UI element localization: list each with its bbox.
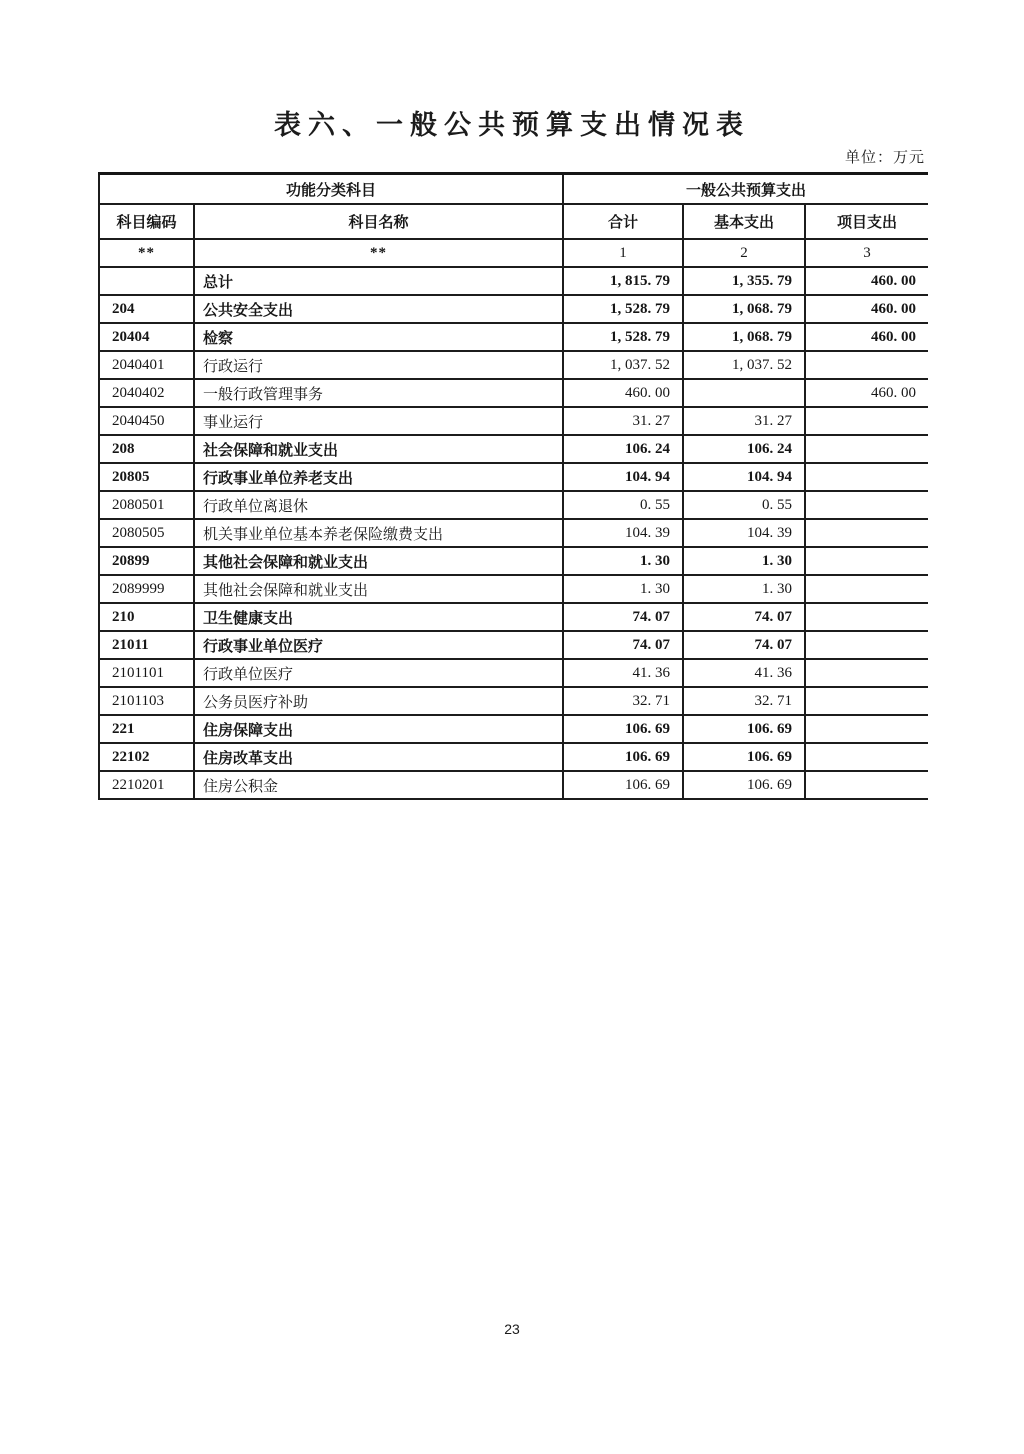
table-row [99,603,928,631]
header-columns-row [99,204,928,239]
total-cell: 460. 00 [563,379,683,407]
subject-code-cell: 2080505 [99,519,194,547]
subject-code-cell: 204 [99,295,194,323]
basic-expenditure-cell: 1, 037. 52 [683,351,805,379]
table-row [99,687,928,715]
subject-code-cell: 20805 [99,463,194,491]
project-expenditure-cell [805,603,928,631]
basic-expenditure-cell: 106. 69 [683,771,805,799]
total-cell: 41. 36 [563,659,683,687]
subrow-col-index-3: 3 [805,239,928,267]
total-cell: 0. 55 [563,491,683,519]
project-expenditure-cell [805,631,928,659]
subject-name-cell: 住房改革支出 [194,743,563,771]
subrow-name-placeholder: ** [194,239,563,267]
basic-expenditure-cell [683,379,805,407]
table-row [99,631,928,659]
total-cell: 104. 94 [563,463,683,491]
table-row [99,659,928,687]
total-cell: 106. 69 [563,743,683,771]
table-row [99,323,928,351]
basic-expenditure-cell: 32. 71 [683,687,805,715]
col-header-basic-expenditure: 基本支出 [683,204,805,239]
total-cell: 106. 69 [563,715,683,743]
table-row [99,407,928,435]
project-expenditure-cell: 460. 00 [805,267,928,295]
basic-expenditure-cell: 106. 24 [683,435,805,463]
subject-code-cell: 22102 [99,743,194,771]
basic-expenditure-cell: 1. 30 [683,575,805,603]
col-header-total: 合计 [563,204,683,239]
header-group-row [99,174,928,205]
total-cell: 1, 037. 52 [563,351,683,379]
subject-name-cell: 公共安全支出 [194,295,563,323]
subject-name-cell: 一般行政管理事务 [194,379,563,407]
basic-expenditure-cell: 1, 068. 79 [683,295,805,323]
basic-expenditure-cell: 106. 69 [683,715,805,743]
table-row [99,743,928,771]
subject-name-cell: 行政单位医疗 [194,659,563,687]
basic-expenditure-cell: 104. 94 [683,463,805,491]
total-cell: 106. 24 [563,435,683,463]
subject-name-cell: 行政单位离退休 [194,491,563,519]
basic-expenditure-cell: 31. 27 [683,407,805,435]
col-header-project-expenditure: 项目支出 [805,204,928,239]
basic-expenditure-cell: 74. 07 [683,603,805,631]
basic-expenditure-cell: 104. 39 [683,519,805,547]
project-expenditure-cell [805,519,928,547]
subject-name-cell: 其他社会保障和就业支出 [194,575,563,603]
project-expenditure-cell [805,743,928,771]
subject-code-cell: 2040401 [99,351,194,379]
page-number: 23 [504,1321,520,1337]
subject-code-cell: 2089999 [99,575,194,603]
subject-code-cell: 2040450 [99,407,194,435]
subject-name-cell: 行政运行 [194,351,563,379]
table-row [99,435,928,463]
subject-code-cell [99,267,194,295]
total-cell: 1, 528. 79 [563,323,683,351]
subject-name-cell: 总计 [194,267,563,295]
subject-name-cell: 住房保障支出 [194,715,563,743]
subject-name-cell: 社会保障和就业支出 [194,435,563,463]
basic-expenditure-cell: 1, 068. 79 [683,323,805,351]
budget-expenditure-table [98,172,928,800]
subject-code-cell: 2080501 [99,491,194,519]
basic-expenditure-cell: 74. 07 [683,631,805,659]
table-row [99,519,928,547]
total-cell: 74. 07 [563,631,683,659]
project-expenditure-cell [805,491,928,519]
table-row [99,771,928,799]
subject-name-cell: 住房公积金 [194,771,563,799]
subject-name-cell: 公务员医疗补助 [194,687,563,715]
table-row [99,379,928,407]
subject-name-cell: 事业运行 [194,407,563,435]
project-expenditure-cell [805,771,928,799]
subrow-col-index-2: 2 [683,239,805,267]
project-expenditure-cell [805,715,928,743]
subject-code-cell: 208 [99,435,194,463]
table-row [99,491,928,519]
project-expenditure-cell [805,407,928,435]
header-general-public-budget-expenditure: 一般公共预算支出 [563,174,928,205]
subject-code-cell: 2040402 [99,379,194,407]
total-cell: 31. 27 [563,407,683,435]
total-cell: 1, 528. 79 [563,295,683,323]
header-functional-classification: 功能分类科目 [99,174,563,205]
unit-label: 单位：万元 [844,150,925,166]
project-expenditure-cell [805,463,928,491]
project-expenditure-cell [805,659,928,687]
project-expenditure-cell: 460. 00 [805,295,928,323]
subject-code-cell: 2210201 [99,771,194,799]
subject-code-cell: 221 [99,715,194,743]
project-expenditure-cell [805,547,928,575]
project-expenditure-cell: 460. 00 [805,323,928,351]
subject-name-cell: 机关事业单位基本养老保险缴费支出 [194,519,563,547]
total-cell: 1. 30 [563,547,683,575]
table-body [99,267,928,799]
subject-name-cell: 行政事业单位养老支出 [194,463,563,491]
subject-code-cell: 21011 [99,631,194,659]
subject-name-cell: 卫生健康支出 [194,603,563,631]
table-row [99,351,928,379]
total-cell: 1. 30 [563,575,683,603]
table-row [99,295,928,323]
basic-expenditure-cell: 1, 355. 79 [683,267,805,295]
subject-name-cell: 检察 [194,323,563,351]
table-row [99,575,928,603]
project-expenditure-cell [805,351,928,379]
subject-code-cell: 20404 [99,323,194,351]
total-cell: 104. 39 [563,519,683,547]
total-cell: 1, 815. 79 [563,267,683,295]
budget-table-section [98,146,927,800]
col-header-subject-name: 科目名称 [194,204,563,239]
subrow-code-placeholder: ** [99,239,194,267]
subject-code-cell: 210 [99,603,194,631]
col-header-subject-code: 科目编码 [99,204,194,239]
basic-expenditure-cell: 0. 55 [683,491,805,519]
total-cell: 32. 71 [563,687,683,715]
subject-code-cell: 2101103 [99,687,194,715]
total-cell: 74. 07 [563,603,683,631]
project-expenditure-cell [805,687,928,715]
project-expenditure-cell [805,435,928,463]
basic-expenditure-cell: 106. 69 [683,743,805,771]
header-index-row [99,239,928,267]
subject-name-cell: 其他社会保障和就业支出 [194,547,563,575]
table-row [99,715,928,743]
basic-expenditure-cell: 41. 36 [683,659,805,687]
subject-code-cell: 2101101 [99,659,194,687]
subject-name-cell: 行政事业单位医疗 [194,631,563,659]
project-expenditure-cell [805,575,928,603]
subject-code-cell: 20899 [99,547,194,575]
subrow-col-index-1: 1 [563,239,683,267]
table-row [99,547,928,575]
table-row [99,463,928,491]
basic-expenditure-cell: 1. 30 [683,547,805,575]
project-expenditure-cell: 460. 00 [805,379,928,407]
page-title: 表六、一般公共预算支出情况表 [274,110,750,140]
total-cell: 106. 69 [563,771,683,799]
table-row [99,267,928,295]
